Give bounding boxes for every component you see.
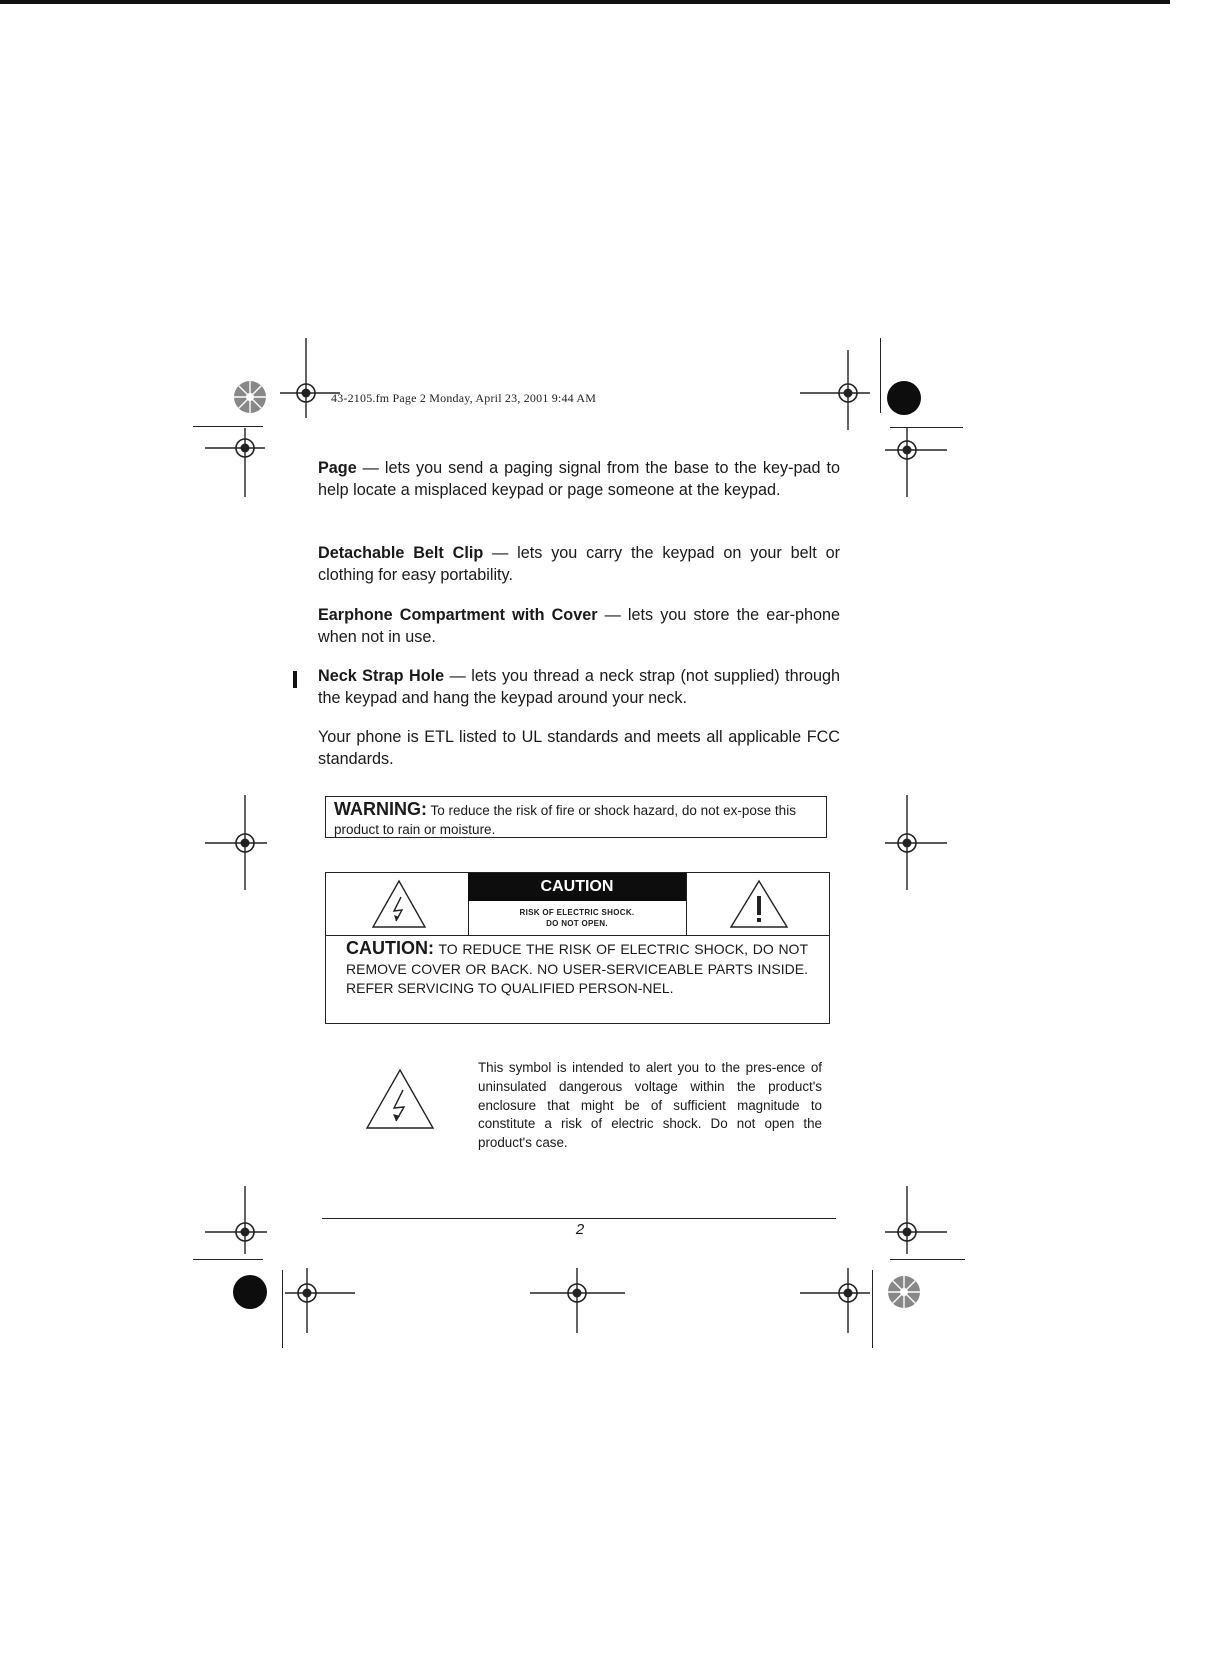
shock-hazard-cell xyxy=(326,873,469,935)
lightning-triangle-icon xyxy=(371,879,427,929)
registration-mark-icon xyxy=(885,425,955,500)
crop-mark xyxy=(193,426,263,427)
file-header: 43-2105.fm Page 2 Monday, April 23, 2001 9:44 AM xyxy=(331,391,597,405)
registration-mark-icon xyxy=(885,1186,955,1256)
lightning-triangle-icon xyxy=(365,1068,435,1130)
warning-text: To reduce the risk of fire or shock hazard, do not ex-pose this product to rain or moisture. xyxy=(334,803,796,837)
solid-dot-icon xyxy=(886,380,922,416)
crop-mark xyxy=(282,1270,283,1348)
registration-mark-icon xyxy=(800,350,880,430)
registration-mark-icon xyxy=(205,425,270,500)
caution-lead: CAUTION: xyxy=(346,938,434,958)
caution-statement xyxy=(346,939,808,999)
compliance-statement: Your phone is ETL listed to UL standards and meets all applicable FCC standards. xyxy=(318,728,840,768)
exclamation-triangle-icon xyxy=(729,879,789,929)
page-number: 2 xyxy=(575,1221,585,1238)
risk-text xyxy=(468,907,686,929)
registration-mark-icon xyxy=(205,795,275,890)
feature-term: Earphone Compartment with Cover xyxy=(318,606,598,624)
feature-desc: — lets you thread a neck strap (not supplied) through the keypad and hang the keypad around your neck. xyxy=(318,667,840,707)
feature-term: Page xyxy=(318,459,357,477)
registration-mark-icon xyxy=(885,795,955,890)
caution-banner: CAUTION xyxy=(468,873,686,901)
color-bar-icon xyxy=(232,379,268,415)
warning-label: WARNING: xyxy=(334,799,427,819)
registration-mark-icon xyxy=(205,1186,275,1256)
attention-cell xyxy=(686,873,830,935)
feature-belt-clip xyxy=(318,543,840,586)
feature-term: Detachable Belt Clip xyxy=(318,544,484,562)
feature-neck-strap-hole xyxy=(318,666,840,709)
feature-desc: — lets you carry the keypad on your belt or clothing for easy portability. xyxy=(318,544,840,584)
warning-box xyxy=(325,796,827,838)
registration-mark-icon xyxy=(530,1268,625,1333)
caution-center-cell xyxy=(468,873,686,935)
risk-line: DO NOT OPEN. xyxy=(546,919,608,928)
crop-mark xyxy=(890,1259,965,1260)
feature-earphone-compartment xyxy=(318,605,840,648)
risk-line: RISK OF ELECTRIC SHOCK. xyxy=(519,908,635,917)
color-bar-icon xyxy=(886,1274,922,1310)
registration-mark-icon xyxy=(800,1268,875,1333)
top-edge-line xyxy=(0,0,1170,4)
caution-text: TO REDUCE THE RISK OF ELECTRIC SHOCK, DO NOT REMOVE COVER OR BACK. NO USER-SERVICEABLE PARTS INSIDE. REFER SERVICING TO QUALIFIED PERSON-NEL. xyxy=(346,941,808,996)
registration-mark-icon xyxy=(285,1268,355,1333)
caution-symbol-row xyxy=(326,873,829,936)
feature-page xyxy=(318,458,840,501)
crop-mark xyxy=(890,427,963,428)
feature-desc: — lets you store the ear-phone when not in use. xyxy=(318,606,840,646)
change-bar xyxy=(293,671,297,688)
symbol-explanation: This symbol is intended to alert you to the pres-ence of uninsulated dangerous voltage within the product's enclosure that might be of sufficient magnitude to constitute a risk of electric shock. Do not open the product's case. xyxy=(478,1060,822,1151)
footer-rule xyxy=(322,1218,836,1219)
solid-dot-icon xyxy=(232,1274,268,1310)
feature-term: Neck Strap Hole xyxy=(318,667,445,685)
crop-mark xyxy=(880,338,881,413)
registration-mark-icon xyxy=(280,338,340,418)
crop-mark xyxy=(193,1259,263,1260)
feature-desc: — lets you send a paging signal from the base to the key-pad to help locate a misplaced keypad or page someone at the keypad. xyxy=(318,459,840,499)
crop-mark xyxy=(872,1270,873,1348)
caution-label-box xyxy=(325,872,830,1024)
